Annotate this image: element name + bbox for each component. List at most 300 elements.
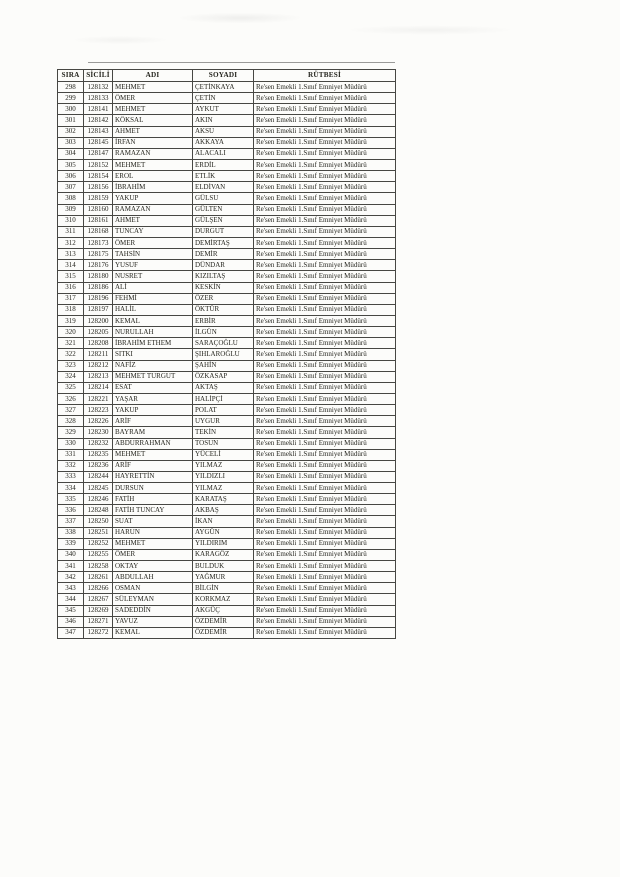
table-row	[58, 148, 396, 159]
cell-rutbesi: Re'sen Emekli 1.Sınıf Emniyet Müdürü	[254, 371, 396, 382]
cell-rutbesi: Re'sen Emekli 1.Sınıf Emniyet Müdürü	[254, 193, 396, 204]
cell-sira: 324	[58, 371, 84, 382]
cell-sira: 335	[58, 494, 84, 505]
cell-sira: 343	[58, 583, 84, 594]
cell-adi: NUSRET	[113, 271, 193, 282]
cell-soyadi: AYKUT	[193, 104, 254, 115]
cell-sicili: 128271	[84, 616, 113, 627]
cell-rutbesi: Re'sen Emekli 1.Sınıf Emniyet Müdürü	[254, 204, 396, 215]
cell-adi: HARUN	[113, 527, 193, 538]
cell-sicili: 128197	[84, 304, 113, 315]
cell-sicili: 128211	[84, 349, 113, 360]
cell-adi: FATİH TUNCAY	[113, 505, 193, 516]
cell-rutbesi: Re'sen Emekli 1.Sınıf Emniyet Müdürü	[254, 460, 396, 471]
cell-rutbesi: Re'sen Emekli 1.Sınıf Emniyet Müdürü	[254, 449, 396, 460]
cell-soyadi: DURGUT	[193, 226, 254, 237]
cell-sicili: 128152	[84, 159, 113, 170]
cell-sicili: 128236	[84, 460, 113, 471]
cell-adi: MEHMET	[113, 159, 193, 170]
cell-soyadi: ÖZDEMİR	[193, 616, 254, 627]
cell-rutbesi: Re'sen Emekli 1.Sınıf Emniyet Müdürü	[254, 104, 396, 115]
cell-sira: 340	[58, 549, 84, 560]
cell-soyadi: BULDUK	[193, 561, 254, 572]
cell-soyadi: UYGUR	[193, 416, 254, 427]
cell-sira: 341	[58, 561, 84, 572]
table-row	[58, 104, 396, 115]
cell-soyadi: YÜCELİ	[193, 449, 254, 460]
cell-rutbesi: Re'sen Emekli 1.Sınıf Emniyet Müdürü	[254, 583, 396, 594]
cell-adi: HALİL	[113, 304, 193, 315]
cell-soyadi: YILDIZLI	[193, 471, 254, 482]
cell-adi: SÜLEYMAN	[113, 594, 193, 605]
cell-sicili: 128147	[84, 148, 113, 159]
cell-sira: 342	[58, 572, 84, 583]
column-header-soyadi: SOYADI	[193, 70, 254, 82]
cell-soyadi: İKAN	[193, 516, 254, 527]
cell-adi: ÖMER	[113, 549, 193, 560]
cell-soyadi: DÜNDAR	[193, 260, 254, 271]
column-header-sicili: SİCİLİ	[84, 70, 113, 82]
cell-sira: 339	[58, 538, 84, 549]
cell-sira: 306	[58, 171, 84, 182]
table-row	[58, 82, 396, 93]
cell-rutbesi: Re'sen Emekli 1.Sınıf Emniyet Müdürü	[254, 327, 396, 338]
cell-sira: 308	[58, 193, 84, 204]
cell-sicili: 128196	[84, 293, 113, 304]
cell-rutbesi: Re'sen Emekli 1.Sınıf Emniyet Müdürü	[254, 572, 396, 583]
cell-adi: TAHSİN	[113, 249, 193, 260]
cell-adi: MEHMET	[113, 449, 193, 460]
cell-adi: MEHMET	[113, 82, 193, 93]
table-row	[58, 315, 396, 326]
cell-soyadi: KARATAŞ	[193, 494, 254, 505]
cell-rutbesi: Re'sen Emekli 1.Sınıf Emniyet Müdürü	[254, 271, 396, 282]
table-row	[58, 204, 396, 215]
cell-soyadi: YAĞMUR	[193, 572, 254, 583]
cell-sira: 334	[58, 483, 84, 494]
cell-sicili: 128272	[84, 627, 113, 638]
cell-soyadi: ERDİL	[193, 159, 254, 170]
table-row	[58, 260, 396, 271]
cell-sicili: 128168	[84, 226, 113, 237]
cell-soyadi: SARAÇOĞLU	[193, 338, 254, 349]
cell-sicili: 128161	[84, 215, 113, 226]
cell-soyadi: ÇETİNKAYA	[193, 82, 254, 93]
cell-soyadi: ÖKTÜR	[193, 304, 254, 315]
cell-sicili: 128223	[84, 405, 113, 416]
officers-roster-table	[57, 69, 396, 639]
table-row	[58, 505, 396, 516]
cell-adi: ÖMER	[113, 237, 193, 248]
table-row	[58, 405, 396, 416]
cell-soyadi: KIZILTAŞ	[193, 271, 254, 282]
table-row	[58, 616, 396, 627]
table-row	[58, 304, 396, 315]
cell-adi: OSMAN	[113, 583, 193, 594]
table-row	[58, 237, 396, 248]
cell-soyadi: ETLİK	[193, 171, 254, 182]
cell-sicili: 128213	[84, 371, 113, 382]
cell-sicili: 128175	[84, 249, 113, 260]
cell-sira: 317	[58, 293, 84, 304]
cell-sira: 330	[58, 438, 84, 449]
cell-sira: 300	[58, 104, 84, 115]
table-row	[58, 393, 396, 404]
cell-sira: 332	[58, 460, 84, 471]
cell-adi: KEMAL	[113, 627, 193, 638]
cell-rutbesi: Re'sen Emekli 1.Sınıf Emniyet Müdürü	[254, 282, 396, 293]
cell-rutbesi: Re'sen Emekli 1.Sınıf Emniyet Müdürü	[254, 171, 396, 182]
cell-sira: 307	[58, 182, 84, 193]
cell-sira: 315	[58, 271, 84, 282]
table-row	[58, 427, 396, 438]
cell-adi: KÖKSAL	[113, 115, 193, 126]
cell-sicili: 128156	[84, 182, 113, 193]
cell-soyadi: İLGÜN	[193, 327, 254, 338]
table-row	[58, 438, 396, 449]
cell-rutbesi: Re'sen Emekli 1.Sınıf Emniyet Müdürü	[254, 527, 396, 538]
cell-rutbesi: Re'sen Emekli 1.Sınıf Emniyet Müdürü	[254, 137, 396, 148]
cell-rutbesi: Re'sen Emekli 1.Sınıf Emniyet Müdürü	[254, 349, 396, 360]
cell-sira: 303	[58, 137, 84, 148]
cell-sicili: 128159	[84, 193, 113, 204]
table-row	[58, 605, 396, 616]
table-row	[58, 338, 396, 349]
cell-rutbesi: Re'sen Emekli 1.Sınıf Emniyet Müdürü	[254, 416, 396, 427]
cell-sicili: 128200	[84, 315, 113, 326]
cell-rutbesi: Re'sen Emekli 1.Sınıf Emniyet Müdürü	[254, 627, 396, 638]
column-header-sira: SIRA	[58, 70, 84, 82]
cell-soyadi: ERBİR	[193, 315, 254, 326]
cell-sira: 326	[58, 393, 84, 404]
cell-sira: 345	[58, 605, 84, 616]
cell-adi: DURSUN	[113, 483, 193, 494]
cell-rutbesi: Re'sen Emekli 1.Sınıf Emniyet Müdürü	[254, 148, 396, 159]
table-row	[58, 494, 396, 505]
cell-rutbesi: Re'sen Emekli 1.Sınıf Emniyet Müdürü	[254, 182, 396, 193]
table-row	[58, 271, 396, 282]
table-header-row	[58, 70, 396, 82]
cell-adi: İBRAHİM ETHEM	[113, 338, 193, 349]
cell-soyadi: KARAGÖZ	[193, 549, 254, 560]
cell-sicili: 128266	[84, 583, 113, 594]
cell-sicili: 128212	[84, 360, 113, 371]
cell-sira: 309	[58, 204, 84, 215]
cell-adi: MEHMET	[113, 104, 193, 115]
table-row	[58, 115, 396, 126]
cell-rutbesi: Re'sen Emekli 1.Sınıf Emniyet Müdürü	[254, 115, 396, 126]
cell-adi: ABDURRAHMAN	[113, 438, 193, 449]
cell-rutbesi: Re'sen Emekli 1.Sınıf Emniyet Müdürü	[254, 538, 396, 549]
cell-soyadi: POLAT	[193, 405, 254, 416]
cell-soyadi: YILMAZ	[193, 483, 254, 494]
cell-sira: 316	[58, 282, 84, 293]
cell-soyadi: GÜLTEN	[193, 204, 254, 215]
table-row	[58, 627, 396, 638]
cell-soyadi: DEMİRTAŞ	[193, 237, 254, 248]
cell-rutbesi: Re'sen Emekli 1.Sınıf Emniyet Müdürü	[254, 93, 396, 104]
cell-sira: 318	[58, 304, 84, 315]
cell-sira: 304	[58, 148, 84, 159]
column-header-rutbesi: RÜTBESİ	[254, 70, 396, 82]
cell-sira: 346	[58, 616, 84, 627]
cell-soyadi: KESKİN	[193, 282, 254, 293]
cell-adi: MEHMET TURGUT	[113, 371, 193, 382]
cell-soyadi: YILMAZ	[193, 460, 254, 471]
cell-sicili: 128246	[84, 494, 113, 505]
table-row	[58, 182, 396, 193]
cell-sicili: 128176	[84, 260, 113, 271]
cell-sira: 333	[58, 471, 84, 482]
cell-rutbesi: Re'sen Emekli 1.Sınıf Emniyet Müdürü	[254, 338, 396, 349]
cell-soyadi: AKTAŞ	[193, 382, 254, 393]
table-row	[58, 382, 396, 393]
table-row	[58, 549, 396, 560]
scan-artifact	[0, 0, 620, 60]
cell-adi: KEMAL	[113, 315, 193, 326]
cell-sicili: 128226	[84, 416, 113, 427]
cell-sira: 329	[58, 427, 84, 438]
cell-sicili: 128141	[84, 104, 113, 115]
table-row	[58, 594, 396, 605]
table-row	[58, 527, 396, 538]
cell-rutbesi: Re'sen Emekli 1.Sınıf Emniyet Müdürü	[254, 471, 396, 482]
table-row	[58, 293, 396, 304]
table-row	[58, 159, 396, 170]
cell-sicili: 128230	[84, 427, 113, 438]
cell-adi: İRFAN	[113, 137, 193, 148]
table-row	[58, 349, 396, 360]
cell-adi: AHMET	[113, 215, 193, 226]
cell-soyadi: ÖZDEMİR	[193, 627, 254, 638]
cell-sicili: 128143	[84, 126, 113, 137]
cell-soyadi: ÇETİN	[193, 93, 254, 104]
cell-adi: YAŞAR	[113, 393, 193, 404]
cell-soyadi: KORKMAZ	[193, 594, 254, 605]
table-row	[58, 327, 396, 338]
table-row	[58, 371, 396, 382]
cell-sira: 325	[58, 382, 84, 393]
cell-soyadi: AKGÜÇ	[193, 605, 254, 616]
cell-soyadi: ÖZER	[193, 293, 254, 304]
cell-sira: 305	[58, 159, 84, 170]
cell-sira: 313	[58, 249, 84, 260]
cell-sira: 301	[58, 115, 84, 126]
cell-soyadi: DEMİR	[193, 249, 254, 260]
table-row	[58, 460, 396, 471]
cell-sicili: 128252	[84, 538, 113, 549]
cell-soyadi: HALİPÇİ	[193, 393, 254, 404]
cell-sira: 299	[58, 93, 84, 104]
cell-rutbesi: Re'sen Emekli 1.Sınıf Emniyet Müdürü	[254, 405, 396, 416]
cell-soyadi: GÜLSU	[193, 193, 254, 204]
cell-soyadi: ÖZKASAP	[193, 371, 254, 382]
cell-adi: AHMET	[113, 126, 193, 137]
cell-adi: ABDULLAH	[113, 572, 193, 583]
cell-adi: OKTAY	[113, 561, 193, 572]
cell-adi: YAKUP	[113, 405, 193, 416]
cell-sira: 312	[58, 237, 84, 248]
cell-sicili: 128248	[84, 505, 113, 516]
cell-soyadi: ALACALI	[193, 148, 254, 159]
cell-adi: İBRAHİM	[113, 182, 193, 193]
cell-rutbesi: Re'sen Emekli 1.Sınıf Emniyet Müdürü	[254, 382, 396, 393]
cell-sicili: 128232	[84, 438, 113, 449]
cell-soyadi: AKBAŞ	[193, 505, 254, 516]
cell-rutbesi: Re'sen Emekli 1.Sınıf Emniyet Müdürü	[254, 561, 396, 572]
cell-adi: NURULLAH	[113, 327, 193, 338]
cell-sira: 344	[58, 594, 84, 605]
cell-sira: 338	[58, 527, 84, 538]
cell-rutbesi: Re'sen Emekli 1.Sınıf Emniyet Müdürü	[254, 427, 396, 438]
cell-soyadi: TEKİN	[193, 427, 254, 438]
table-row	[58, 471, 396, 482]
cell-sicili: 128142	[84, 115, 113, 126]
cell-adi: BAYRAM	[113, 427, 193, 438]
cell-sicili: 128245	[84, 483, 113, 494]
cell-sicili: 128205	[84, 327, 113, 338]
cell-sira: 347	[58, 627, 84, 638]
cell-sicili: 128132	[84, 82, 113, 93]
table-row	[58, 215, 396, 226]
cell-rutbesi: Re'sen Emekli 1.Sınıf Emniyet Müdürü	[254, 260, 396, 271]
cell-rutbesi: Re'sen Emekli 1.Sınıf Emniyet Müdürü	[254, 315, 396, 326]
cell-rutbesi: Re'sen Emekli 1.Sınıf Emniyet Müdürü	[254, 293, 396, 304]
table-row	[58, 561, 396, 572]
cell-adi: ÖMER	[113, 93, 193, 104]
cell-sicili: 128180	[84, 271, 113, 282]
table-row	[58, 449, 396, 460]
cell-soyadi: TOSUN	[193, 438, 254, 449]
cell-sira: 327	[58, 405, 84, 416]
cell-sicili: 128267	[84, 594, 113, 605]
cell-rutbesi: Re'sen Emekli 1.Sınıf Emniyet Müdürü	[254, 237, 396, 248]
cell-adi: EROL	[113, 171, 193, 182]
cell-adi: SUAT	[113, 516, 193, 527]
cell-adi: FEHMİ	[113, 293, 193, 304]
cell-sicili: 128186	[84, 282, 113, 293]
cell-sira: 302	[58, 126, 84, 137]
table-row	[58, 137, 396, 148]
cell-adi: ARİF	[113, 460, 193, 471]
cell-soyadi: YILDIRIM	[193, 538, 254, 549]
cell-rutbesi: Re'sen Emekli 1.Sınıf Emniyet Müdürü	[254, 360, 396, 371]
cell-adi: YAKUP	[113, 193, 193, 204]
cell-rutbesi: Re'sen Emekli 1.Sınıf Emniyet Müdürü	[254, 159, 396, 170]
cell-rutbesi: Re'sen Emekli 1.Sınıf Emniyet Müdürü	[254, 505, 396, 516]
cell-rutbesi: Re'sen Emekli 1.Sınıf Emniyet Müdürü	[254, 249, 396, 260]
cell-soyadi: ELDİVAN	[193, 182, 254, 193]
cell-sicili: 128269	[84, 605, 113, 616]
cell-adi: ESAT	[113, 382, 193, 393]
cell-soyadi: GÜLŞEN	[193, 215, 254, 226]
table-row	[58, 93, 396, 104]
cell-sicili: 128133	[84, 93, 113, 104]
cell-sira: 311	[58, 226, 84, 237]
cell-adi: RAMAZAN	[113, 148, 193, 159]
cell-sira: 320	[58, 327, 84, 338]
cell-soyadi: AYGÜN	[193, 527, 254, 538]
column-header-adi: ADI	[113, 70, 193, 82]
cell-adi: YUSUF	[113, 260, 193, 271]
table-row	[58, 583, 396, 594]
cell-rutbesi: Re'sen Emekli 1.Sınıf Emniyet Müdürü	[254, 82, 396, 93]
cell-rutbesi: Re'sen Emekli 1.Sınıf Emniyet Müdürü	[254, 516, 396, 527]
cell-adi: SADEDDİN	[113, 605, 193, 616]
cell-soyadi: ŞAHİN	[193, 360, 254, 371]
cell-sira: 322	[58, 349, 84, 360]
scan-stray-line	[88, 62, 395, 63]
cell-adi: YAVUZ	[113, 616, 193, 627]
cell-sicili: 128251	[84, 527, 113, 538]
cell-sira: 331	[58, 449, 84, 460]
cell-sicili: 128255	[84, 549, 113, 560]
cell-sira: 314	[58, 260, 84, 271]
cell-adi: TUNCAY	[113, 226, 193, 237]
cell-rutbesi: Re'sen Emekli 1.Sınıf Emniyet Müdürü	[254, 483, 396, 494]
cell-sicili: 128235	[84, 449, 113, 460]
cell-adi: FATİH	[113, 494, 193, 505]
cell-sicili: 128208	[84, 338, 113, 349]
cell-sira: 328	[58, 416, 84, 427]
cell-soyadi: AKKAYA	[193, 137, 254, 148]
cell-sicili: 128173	[84, 237, 113, 248]
table-row	[58, 360, 396, 371]
cell-sira: 336	[58, 505, 84, 516]
cell-rutbesi: Re'sen Emekli 1.Sınıf Emniyet Müdürü	[254, 616, 396, 627]
cell-rutbesi: Re'sen Emekli 1.Sınıf Emniyet Müdürü	[254, 594, 396, 605]
table-row	[58, 126, 396, 137]
cell-sira: 323	[58, 360, 84, 371]
cell-adi: NAFİZ	[113, 360, 193, 371]
table-row	[58, 538, 396, 549]
cell-soyadi: AKIN	[193, 115, 254, 126]
cell-adi: SITKI	[113, 349, 193, 360]
cell-sicili: 128258	[84, 561, 113, 572]
cell-sicili: 128221	[84, 393, 113, 404]
table-row	[58, 193, 396, 204]
cell-sicili: 128250	[84, 516, 113, 527]
table-row	[58, 249, 396, 260]
table-row	[58, 516, 396, 527]
cell-sira: 321	[58, 338, 84, 349]
cell-rutbesi: Re'sen Emekli 1.Sınıf Emniyet Müdürü	[254, 393, 396, 404]
cell-soyadi: BİLGİN	[193, 583, 254, 594]
cell-rutbesi: Re'sen Emekli 1.Sınıf Emniyet Müdürü	[254, 494, 396, 505]
cell-sicili: 128261	[84, 572, 113, 583]
cell-adi: MEHMET	[113, 538, 193, 549]
cell-rutbesi: Re'sen Emekli 1.Sınıf Emniyet Müdürü	[254, 304, 396, 315]
cell-sira: 319	[58, 315, 84, 326]
table-row	[58, 282, 396, 293]
table-row	[58, 416, 396, 427]
cell-soyadi: AKSU	[193, 126, 254, 137]
cell-rutbesi: Re'sen Emekli 1.Sınıf Emniyet Müdürü	[254, 605, 396, 616]
cell-sicili: 128160	[84, 204, 113, 215]
cell-adi: HAYRETTİN	[113, 471, 193, 482]
cell-sicili: 128244	[84, 471, 113, 482]
cell-sira: 310	[58, 215, 84, 226]
cell-sicili: 128145	[84, 137, 113, 148]
cell-adi: ARİF	[113, 416, 193, 427]
cell-rutbesi: Re'sen Emekli 1.Sınıf Emniyet Müdürü	[254, 215, 396, 226]
table-row	[58, 171, 396, 182]
cell-adi: RAMAZAN	[113, 204, 193, 215]
table-row	[58, 572, 396, 583]
cell-adi: ALİ	[113, 282, 193, 293]
cell-sicili: 128154	[84, 171, 113, 182]
table-row	[58, 226, 396, 237]
